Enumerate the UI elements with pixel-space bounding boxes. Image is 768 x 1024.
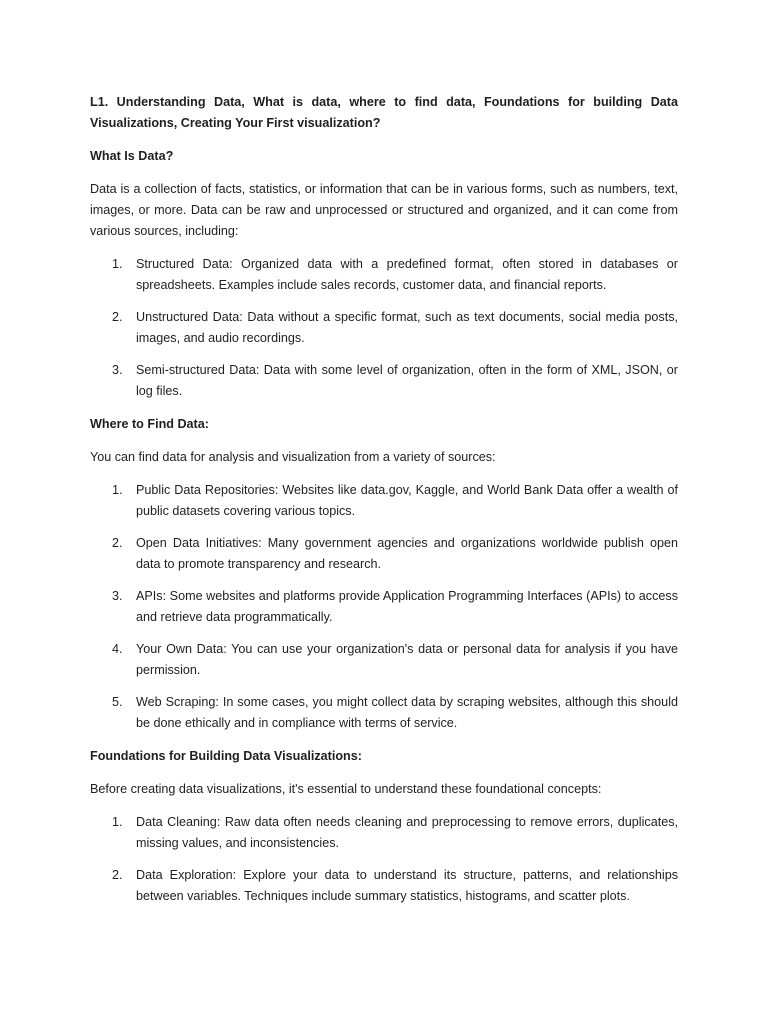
list-foundations xyxy=(90,812,678,907)
list-item xyxy=(90,692,678,734)
document-title: L1. Understanding Data, What is data, where to find data, Foundations for building Data Visualizations, Creating Your First visualization? xyxy=(90,95,678,130)
list-data-types xyxy=(90,254,678,402)
list-item-text: Semi-structured Data: Data with some level of organization, often in the form of XML, JSON, or log files. xyxy=(136,363,678,398)
list-item xyxy=(90,865,678,907)
section-intro-what-is-data: Data is a collection of facts, statistics, or information that can be in various forms, such as numbers, text, images, or more. Data can be raw and unprocessed or structured and organized, and it can come from various sources, including: xyxy=(90,182,678,238)
list-item-text: Data Cleaning: Raw data often needs cleaning and preprocessing to remove errors, duplicates, missing values, and inconsistencies. xyxy=(136,815,678,850)
list-item-number: 2. xyxy=(112,868,123,882)
section-heading-where-to-find-data: Where to Find Data: xyxy=(90,417,209,431)
list-data-sources xyxy=(90,480,678,734)
list-item-text: Data Exploration: Explore your data to understand its structure, patterns, and relationships between variables. Techniques include summary statistics, histograms, and scatter plots. xyxy=(136,868,678,903)
list-item-text: Open Data Initiatives: Many government agencies and organizations worldwide publish open data to promote transparency and research. xyxy=(136,536,678,571)
list-item-number: 1. xyxy=(112,483,123,497)
list-item-text: Your Own Data: You can use your organization's data or personal data for analysis if you have permission. xyxy=(136,642,678,677)
list-item-number: 2. xyxy=(112,536,123,550)
list-item-text: Unstructured Data: Data without a specific format, such as text documents, social media posts, images, and audio recordings. xyxy=(136,310,678,345)
list-item-number: 1. xyxy=(112,257,123,271)
list-item-text: Structured Data: Organized data with a predefined format, often stored in databases or spreadsheets. Examples include sales records, customer data, and financial reports. xyxy=(136,257,678,292)
list-item xyxy=(90,586,678,628)
list-item xyxy=(90,480,678,522)
list-item-number: 4. xyxy=(112,642,123,656)
section-heading-what-is-data: What Is Data? xyxy=(90,149,174,163)
list-item xyxy=(90,360,678,402)
list-item-number: 3. xyxy=(112,589,123,603)
list-item-text: Web Scraping: In some cases, you might collect data by scraping websites, although this should be done ethically and in compliance with terms of service. xyxy=(136,695,678,730)
list-item-text: APIs: Some websites and platforms provide Application Programming Interfaces (APIs) to access and retrieve data programmatically. xyxy=(136,589,678,624)
list-item-number: 1. xyxy=(112,815,123,829)
section-intro-foundations: Before creating data visualizations, it's essential to understand these foundational concepts: xyxy=(90,782,602,796)
list-item xyxy=(90,639,678,681)
section-heading-foundations: Foundations for Building Data Visualizations: xyxy=(90,749,362,763)
list-item-number: 2. xyxy=(112,310,123,324)
section-intro-where-to-find-data: You can find data for analysis and visualization from a variety of sources: xyxy=(90,450,496,464)
list-item-text: Public Data Repositories: Websites like data.gov, Kaggle, and World Bank Data offer a wealth of public datasets covering various topics. xyxy=(136,483,678,518)
list-item xyxy=(90,812,678,854)
list-item xyxy=(90,307,678,349)
list-item xyxy=(90,254,678,296)
list-item-number: 3. xyxy=(112,363,123,377)
list-item-number: 5. xyxy=(112,695,123,709)
list-item xyxy=(90,533,678,575)
